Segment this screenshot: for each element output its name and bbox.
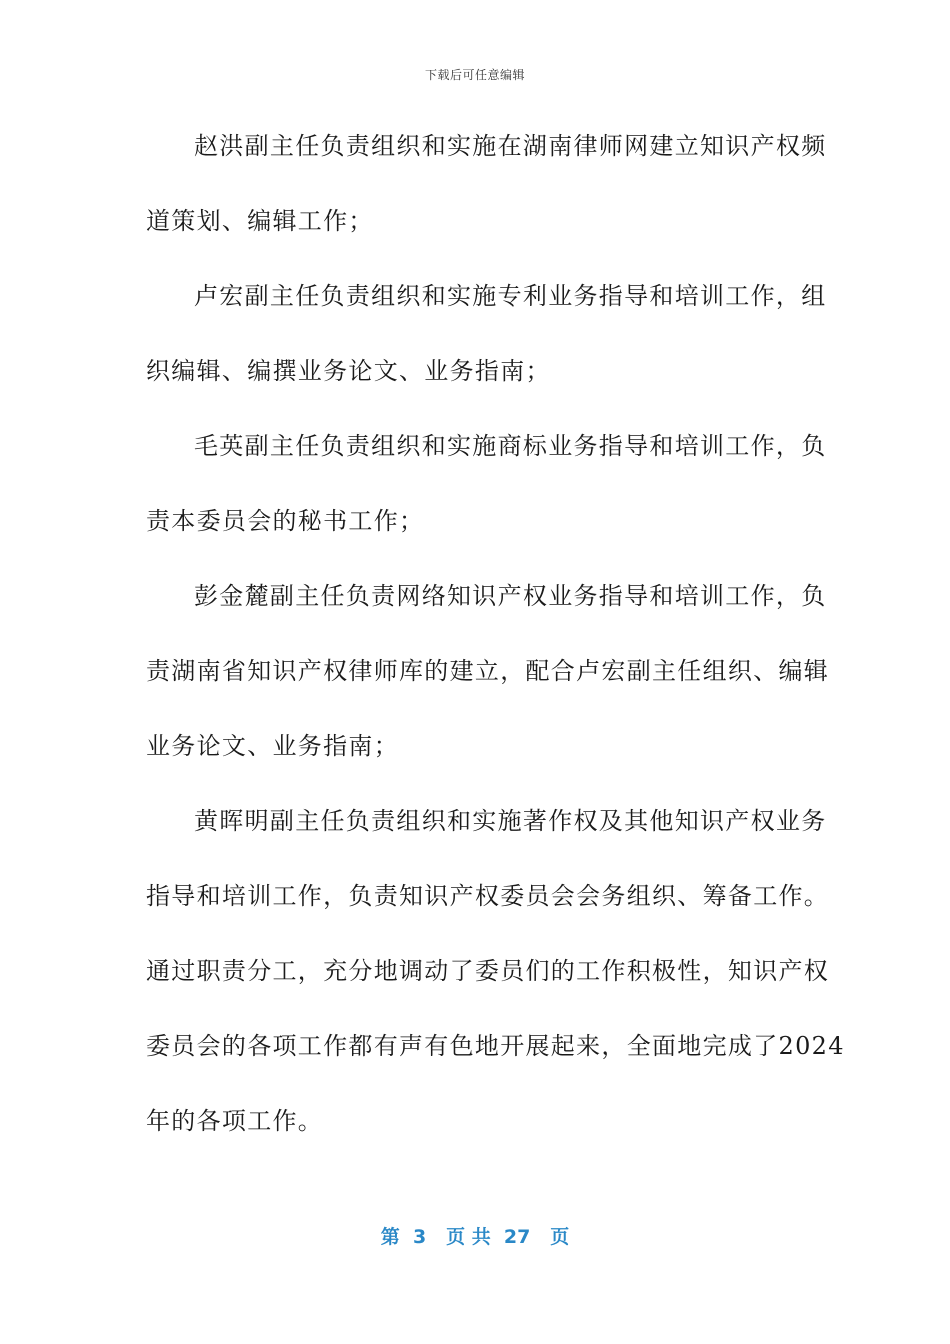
paragraph-line: 卢宏副主任负责组织和实施专利业务指导和培训工作，组 [194, 282, 827, 310]
paragraph-line: 委员会的各项工作都有声有色地开展起来，全面地完成了2024 [146, 1032, 845, 1060]
paragraph-line: 通过职责分工，充分地调动了委员们的工作积极性，知识产权 [146, 957, 830, 985]
paragraph-line: 责湖南省知识产权律师库的建立，配合卢宏副主任组织、编辑 [146, 657, 830, 685]
paragraph-line: 责本委员会的秘书工作； [146, 507, 425, 535]
paragraph-line: 赵洪副主任负责组织和实施在湖南律师网建立知识产权频 [194, 132, 827, 160]
paragraph-line: 指导和培训工作，负责知识产权委员会会务组织、筹备工作。 [146, 882, 830, 910]
paragraph-line: 彭金麓副主任负责网络知识产权业务指导和培训工作，负 [194, 582, 827, 610]
paragraph-line: 道策划、编辑工作； [146, 207, 374, 235]
paragraph-line: 织编辑、编撰业务论文、业务指南； [146, 357, 551, 385]
paragraph-line: 黄晖明副主任负责组织和实施著作权及其他知识产权业务 [194, 807, 827, 835]
paragraph-line: 业务论文、业务指南； [146, 732, 399, 760]
header-note: 下载后可任意编辑 [424, 68, 525, 82]
paragraph-line: 毛英副主任负责组织和实施商标业务指导和培训工作，负 [194, 432, 827, 460]
document-body [146, 124, 845, 1174]
page-number: 第 3 页 共 27 页 [380, 1226, 570, 1248]
paragraph-line: 年的各项工作。 [146, 1107, 324, 1135]
